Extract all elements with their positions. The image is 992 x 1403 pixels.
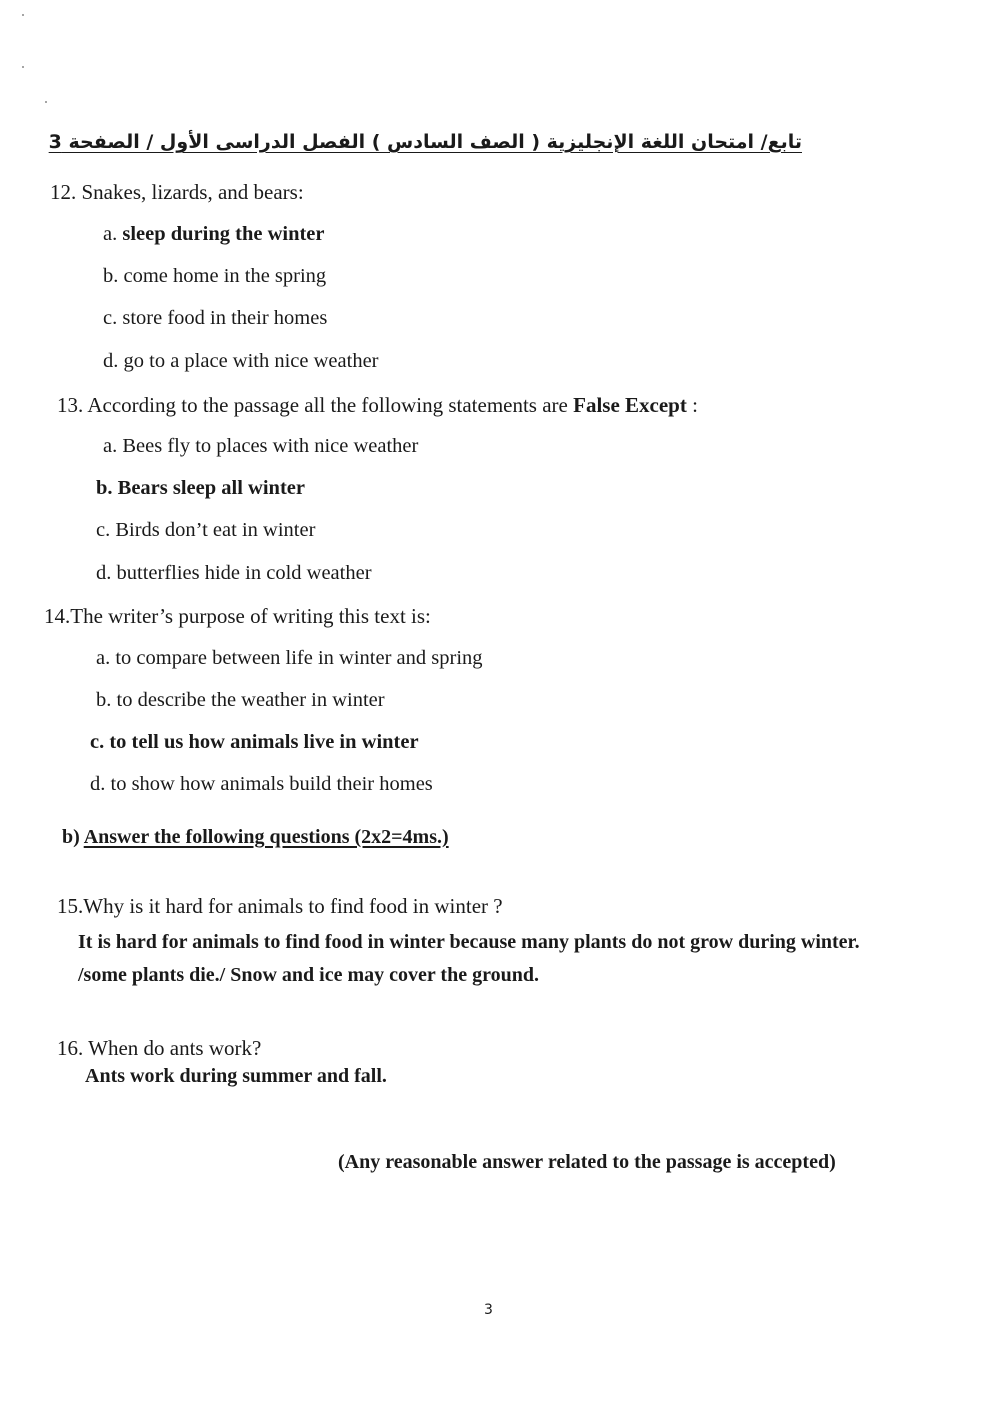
option-14c: c. to tell us how animals live in winter xyxy=(90,731,419,753)
question-number: 14. xyxy=(44,604,71,628)
question-number: 16. xyxy=(57,1036,84,1060)
question-number: 13. xyxy=(57,393,84,417)
option-12c: c. store food in their homes xyxy=(103,307,328,329)
question-14 xyxy=(44,604,431,629)
option-13c: c. Birds don’t eat in winter xyxy=(96,519,316,541)
option-14a: a. to compare between life in winter and spring xyxy=(96,647,483,669)
option-12b: b. come home in the spring xyxy=(103,265,327,287)
page-number: 3 xyxy=(484,1302,493,1318)
question-text: Snakes, lizards, and bears: xyxy=(81,180,304,204)
option-13d: d. butterflies hide in cold weather xyxy=(96,562,372,584)
question-13: 13. According to the passage all the following statements are False Except : xyxy=(57,393,698,417)
question-number: 12. xyxy=(50,180,77,204)
option-14d: d. to show how animals build their homes xyxy=(90,773,433,795)
question-16 xyxy=(57,1036,261,1061)
question-text: The writer’s purpose of writing this text is: xyxy=(70,604,431,628)
page-header: تابع/ امتحان اللغة الإنجليزية ( الصف السادس ) الفصل الدراسى الأول / الصفحة 3 xyxy=(48,131,802,153)
question-text: When do ants work? xyxy=(88,1036,262,1060)
option-12d: d. go to a place with nice weather xyxy=(103,350,379,372)
option-13a: a. Bees fly to places with nice weather xyxy=(103,435,419,457)
answer-15: It is hard for animals to find food in winter because many plants do not grow during winter. /some plants die./ Snow and ice may cover the ground. xyxy=(78,931,860,986)
scan-speck xyxy=(22,66,24,68)
question-text: According to the passage all the following statements are xyxy=(87,393,568,417)
section-title: Answer the following questions (2x2=4ms.) xyxy=(83,826,449,848)
question-emphasis: False Except xyxy=(573,393,687,417)
section-label: b) xyxy=(62,826,80,848)
scan-speck xyxy=(45,101,47,103)
grading-note: (Any reasonable answer related to the passage is accepted) xyxy=(338,1151,836,1173)
question-12 xyxy=(50,180,304,205)
option-13b: b. Bears sleep all winter xyxy=(96,477,305,499)
answer-16: Ants work during summer and fall. xyxy=(85,1065,387,1087)
question-text: Why is it hard for animals to find food in winter ? xyxy=(83,894,503,918)
question-15 xyxy=(57,894,503,919)
question-number: 15. xyxy=(57,894,84,918)
section-b-heading xyxy=(62,826,449,849)
scan-speck xyxy=(22,14,24,16)
option-14b: b. to describe the weather in winter xyxy=(96,689,385,711)
option-12a: a. sleep during the winter xyxy=(103,223,325,245)
